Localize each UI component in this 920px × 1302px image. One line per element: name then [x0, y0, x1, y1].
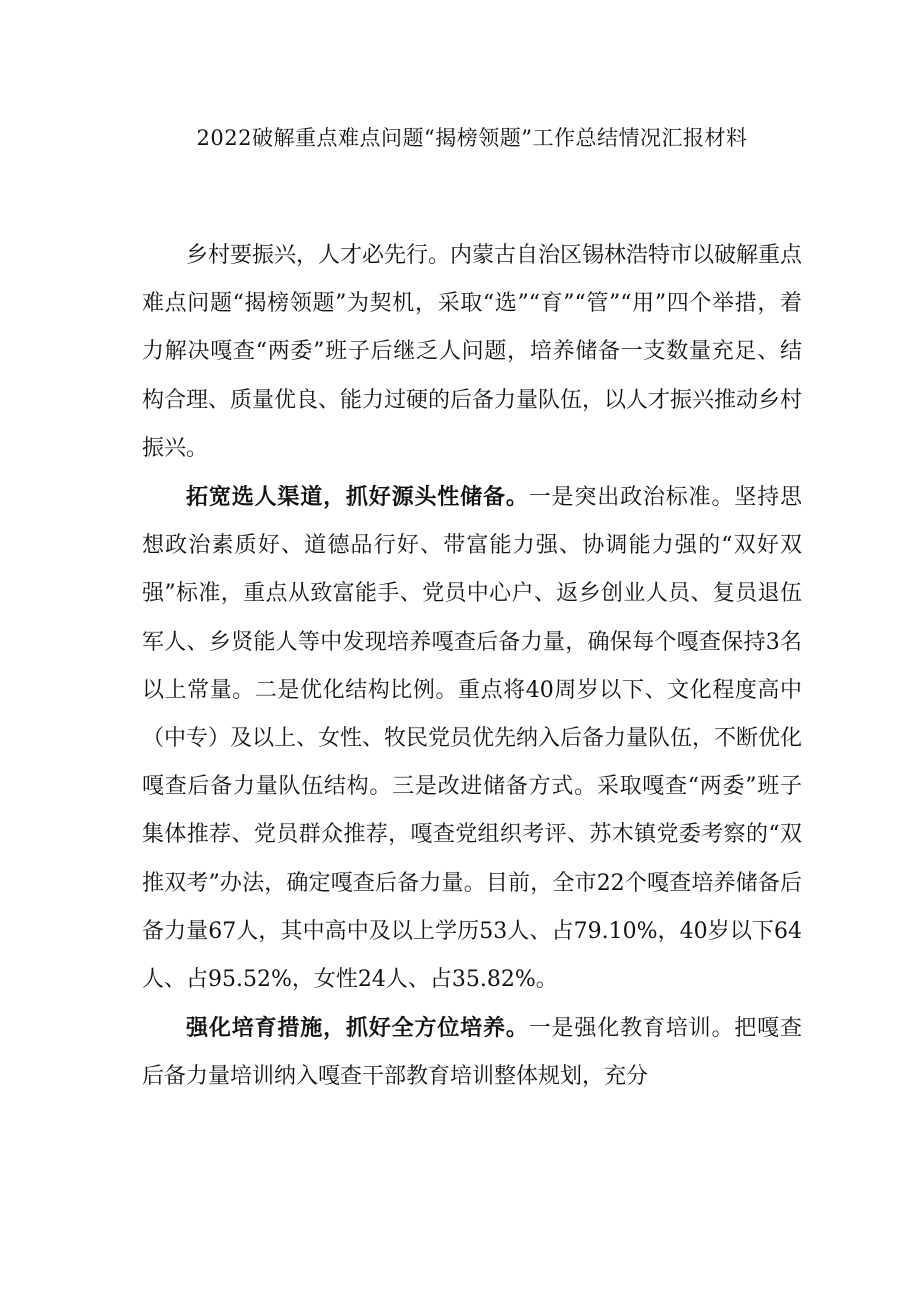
paragraph-text: 乡村要振兴，人才必先行。内蒙古自治区锡林浩特市以破解重点难点问题“揭榜领题”为契机，采取“选”“育”“管”“用”四个举措，着力解决嘎查“两委”班子后继乏人问题，培养储备一支数量充足、结构合理、质量优良、能力过硬的后备力量队伍，以人才振兴推动乡村振兴。 [142, 243, 803, 461]
paragraph-lead-heading: 拓宽选人渠道，抓好源头性储备。 [186, 484, 529, 511]
paragraph-text: 一是强化教育培训。把嘎查后备力量培训纳入嘎查干部教育培训整体规划，充分 [142, 1016, 802, 1090]
paragraph-training [142, 1004, 802, 1101]
paragraph-lead-heading: 强化培育措施，抓好全方位培养。 [186, 1015, 529, 1042]
paragraph-text: 一是突出政治标准。坚持思想政治素质好、道德品行好、带富能力强、协调能力强的“双好双强”标准，重点从致富能手、党员中心户、返乡创业人员、复员退伍军人、乡贤能人等中发现培养嘎查后备力量，确保每个嘎查保持3名以上常量。二是优化结构比例。重点将40周岁以下、文化程度高中（中专）及以上、女性、牧民党员优先纳入后备力量队伍，不断优化嘎查后备力量队伍结构。三是改进储备方式。采取嘎查“两委”班子集体推荐、党员群众推荐，嘎查党组织考评、苏木镇党委考察的“双推双考”办法，确定嘎查后备力量。目前，全市22个嘎查培养储备后备力量67人，其中高中及以上学历53人、占79.10%，40岁以下64人、占95.52%，女性24人、占35.82%。 [142, 485, 803, 993]
paragraph-intro [142, 232, 802, 473]
document-title: 2022破解重点难点问题“揭榜领题”工作总结情况汇报材料 [196, 126, 748, 150]
paragraph-recruitment [142, 473, 802, 1004]
